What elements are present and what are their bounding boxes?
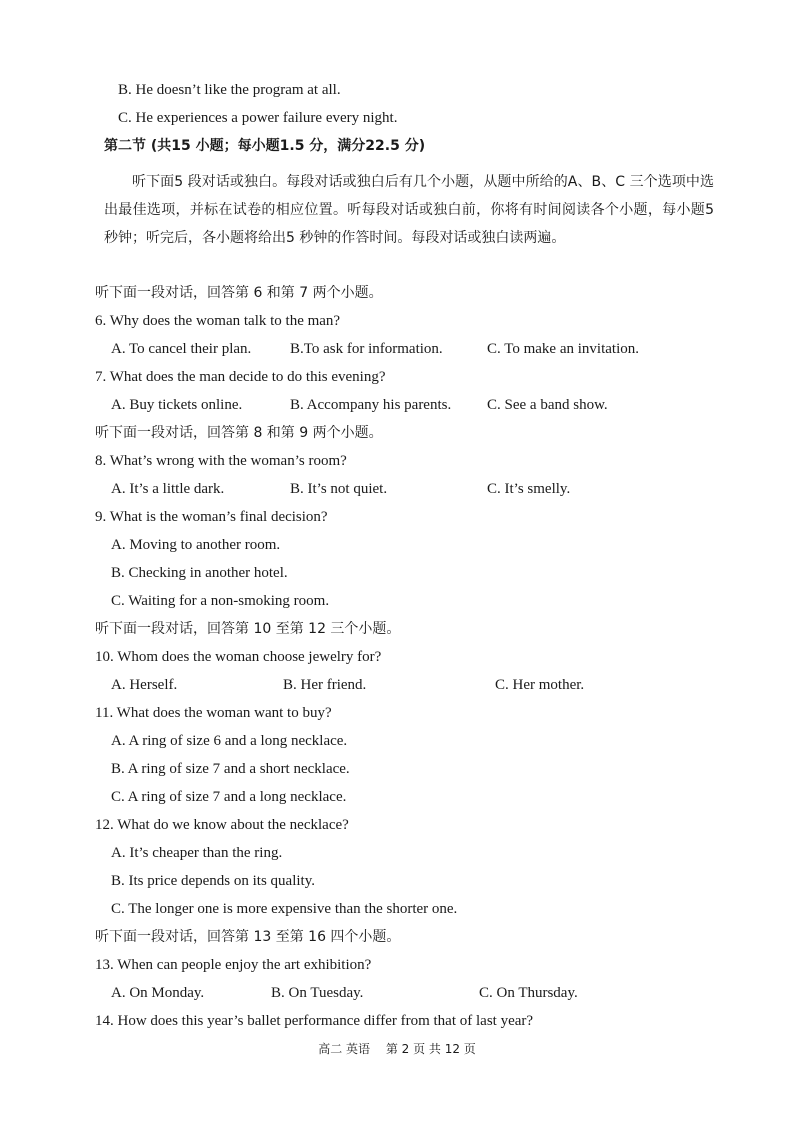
group-heading: 听下面一段对话，回答第 6 和第 7 两个小题。 <box>95 285 383 301</box>
q10-option-a: A. Herself. <box>111 677 178 693</box>
question-6: 6. Why does the woman talk to the man? <box>95 313 341 329</box>
question-8: 8. What’s wrong with the woman’s room? <box>95 453 347 469</box>
q12-option-c: C. The longer one is more expensive than the shorter one. <box>111 901 458 917</box>
group-heading: 听下面一段对话，回答第 13 至第 16 四个小题。 <box>95 929 401 945</box>
q9-option-a: A. Moving to another room. <box>111 537 281 553</box>
section-title: 第二节 (共15 小题；每小题1.5 分，满分22.5 分) <box>104 138 426 154</box>
question-14: 14. How does this year’s ballet performance differ from that of last year? <box>95 1013 534 1029</box>
q12-option-b: B. Its price depends on its quality. <box>111 873 315 889</box>
question-12: 12. What do we know about the necklace? <box>95 817 349 833</box>
q12-option-a: A. It’s cheaper than the ring. <box>111 845 283 861</box>
question-7: 7. What does the man decide to do this evening? <box>95 369 386 385</box>
q13-option-a: A. On Monday. <box>111 985 205 1001</box>
section-instructions: 听下面5 段对话或独白。每段对话或独白后有几个小题，从题中所给的A、B、C 三个选项中选出最佳选项，并标在试卷的相应位置。听每段对话或独白前，你将有时间阅读各个小题，每小题5 秒钟；听完后，各小题将给出5 秒钟的作答时间。每段对话或独白读两遍。 <box>104 174 714 246</box>
q7-option-c: C. See a band show. <box>487 397 608 413</box>
q8-option-c: C. It’s smelly. <box>487 481 571 497</box>
q11-option-c: C. A ring of size 7 and a long necklace. <box>111 789 347 805</box>
question-11: 11. What does the woman want to buy? <box>95 705 332 721</box>
q13-option-c: C. On Thursday. <box>479 985 578 1001</box>
question-13: 13. When can people enjoy the art exhibition? <box>95 957 372 973</box>
q6-option-c: C. To make an invitation. <box>487 341 639 357</box>
q10-option-b: B. Her friend. <box>283 677 367 693</box>
q11-option-a: A. A ring of size 6 and a long necklace. <box>111 733 348 749</box>
group-heading: 听下面一段对话，回答第 8 和第 9 两个小题。 <box>95 425 383 441</box>
q9-option-b: B. Checking in another hotel. <box>111 565 288 581</box>
prev-option-b: B. He doesn’t like the program at all. <box>118 82 341 98</box>
q8-option-a: A. It’s a little dark. <box>111 481 225 497</box>
prev-option-c: C. He experiences a power failure every night. <box>118 110 398 126</box>
q8-option-b: B. It’s not quiet. <box>290 481 388 497</box>
question-9: 9. What is the woman’s final decision? <box>95 509 328 525</box>
q10-option-c: C. Her mother. <box>495 677 585 693</box>
page-footer: 高二 英语 第 2 页 共 12 页 <box>318 1042 476 1056</box>
q9-option-c: C. Waiting for a non-smoking room. <box>111 593 330 609</box>
q7-option-b: B. Accompany his parents. <box>290 397 452 413</box>
q11-option-b: B. A ring of size 7 and a short necklace. <box>111 761 350 777</box>
group-heading: 听下面一段对话，回答第 10 至第 12 三个小题。 <box>95 621 401 637</box>
q6-option-a: A. To cancel their plan. <box>111 341 252 357</box>
q6-option-b: B.To ask for information. <box>290 341 443 357</box>
q13-option-b: B. On Tuesday. <box>271 985 364 1001</box>
question-10: 10. Whom does the woman choose jewelry for? <box>95 649 382 665</box>
q7-option-a: A. Buy tickets online. <box>111 397 243 413</box>
